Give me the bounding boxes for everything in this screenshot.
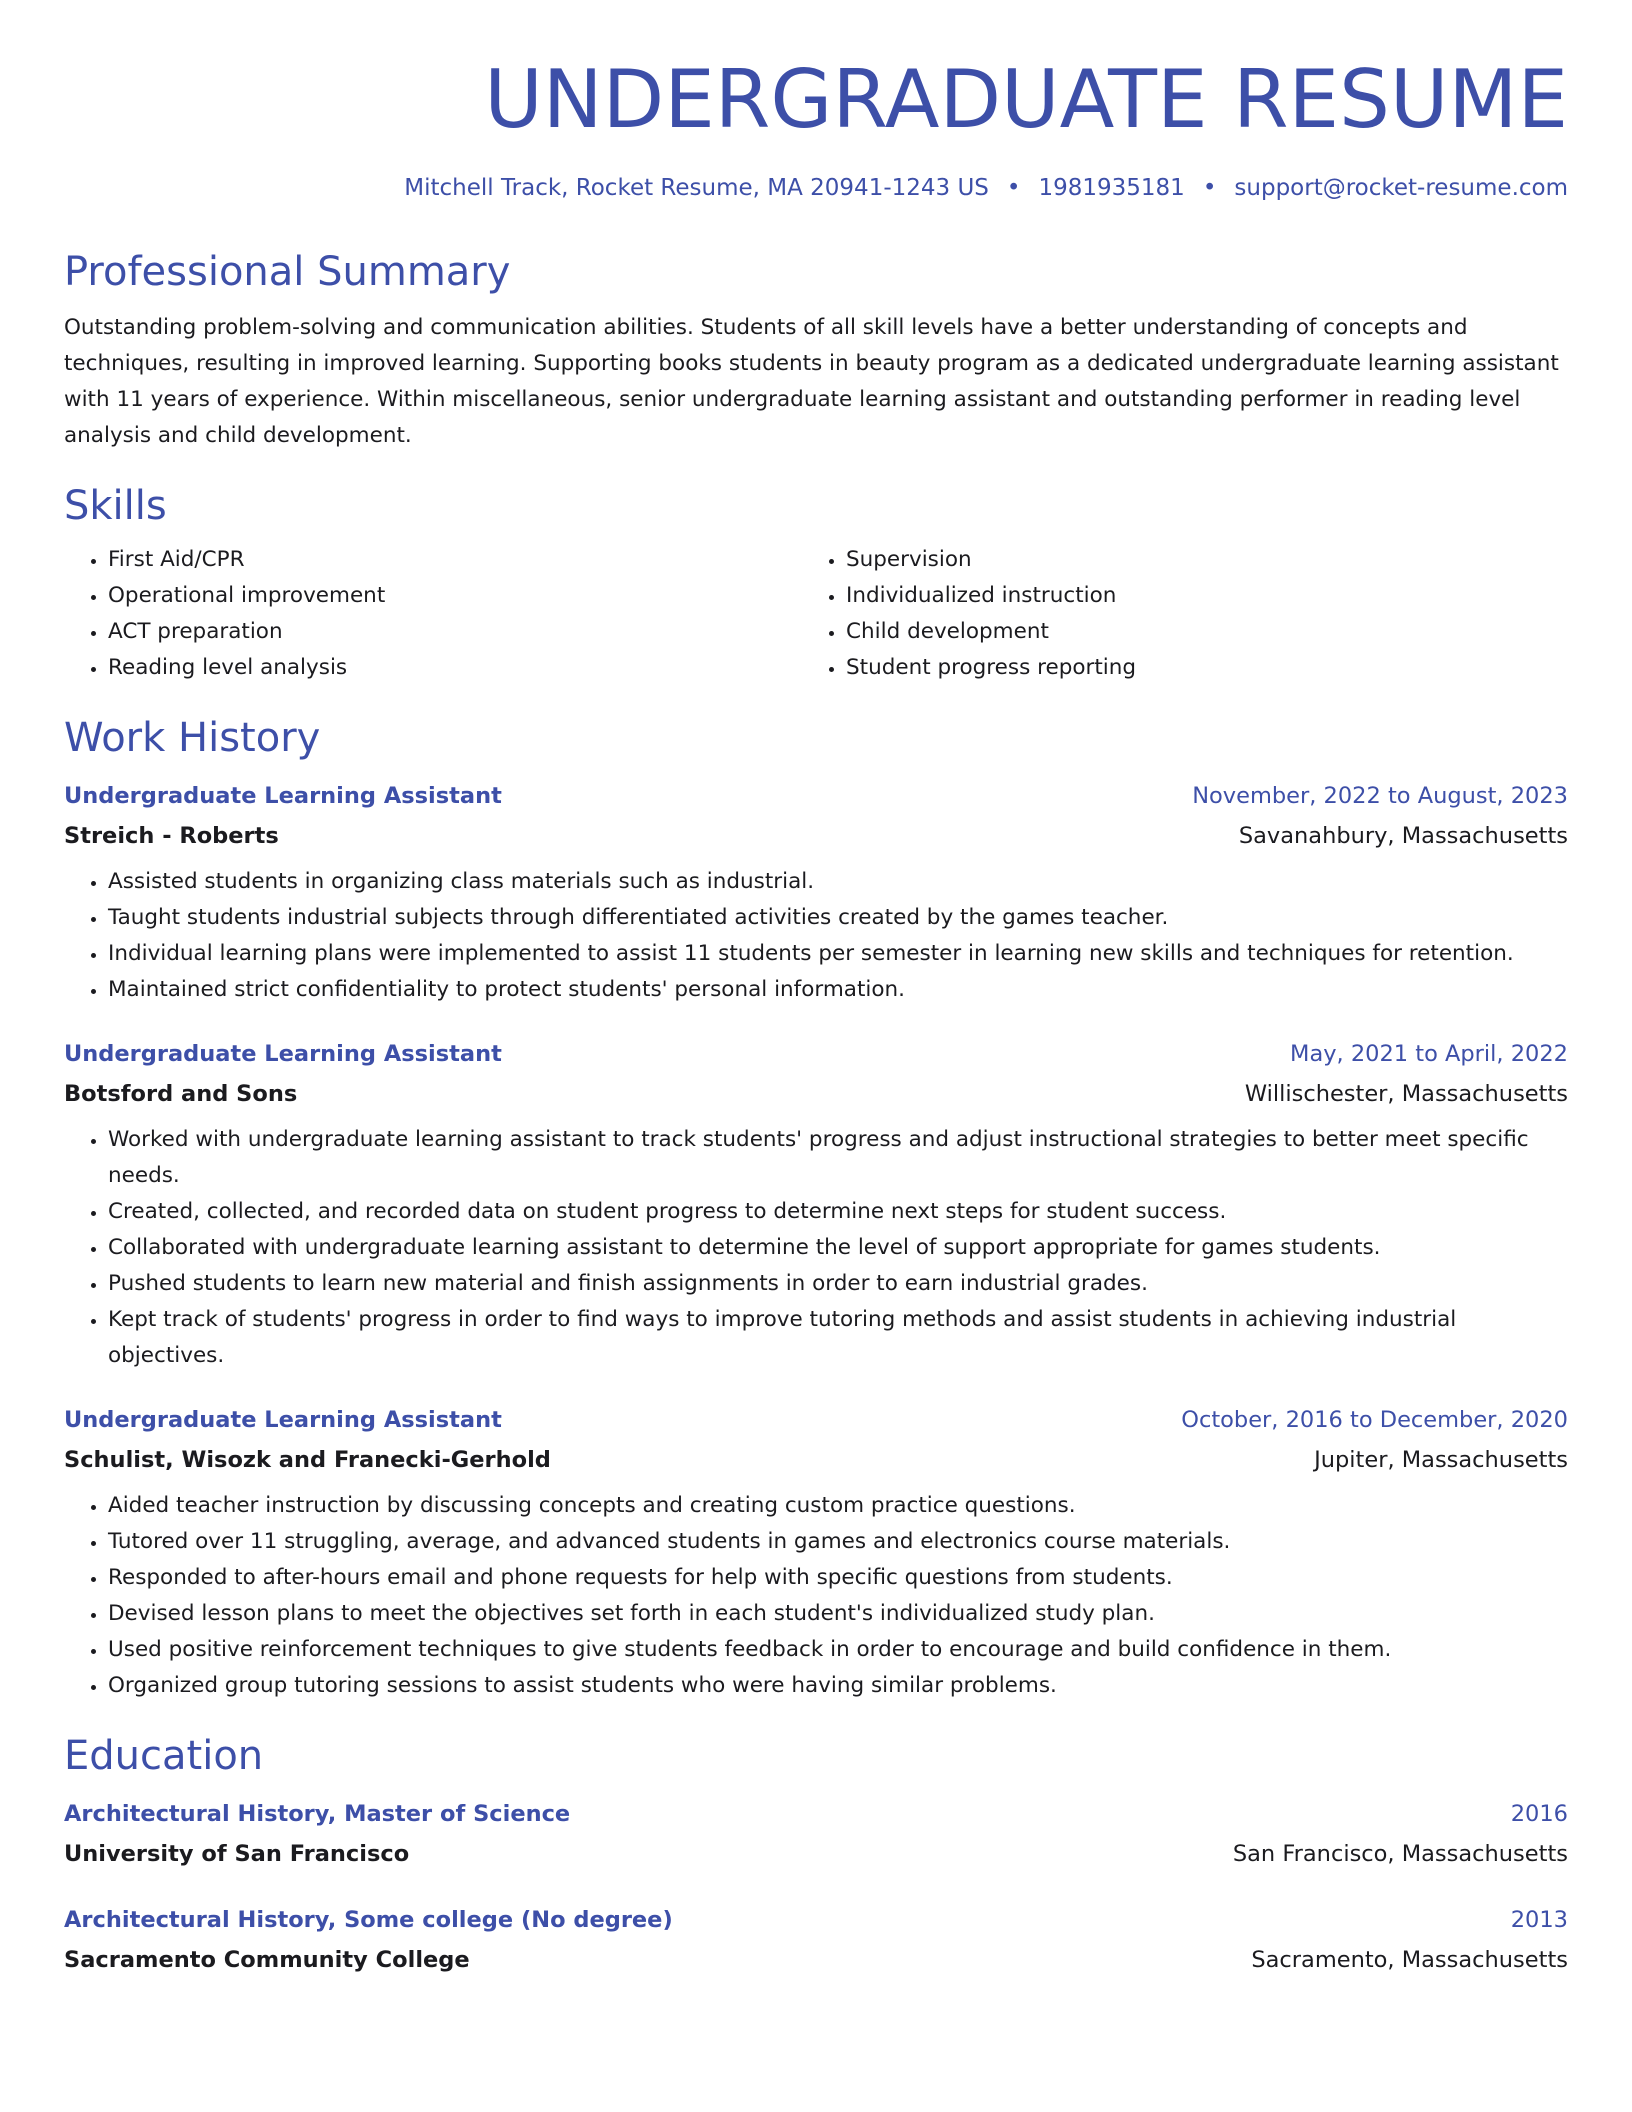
skill-item: • ACT preparation bbox=[108, 614, 802, 650]
skill-item: • First Aid/CPR bbox=[108, 542, 802, 578]
section-title-education: Education bbox=[64, 1733, 264, 1779]
job-subheader bbox=[64, 1440, 1568, 1480]
job-bullet: • Organized group tutoring sessions to assist students who were having similar problems. bbox=[108, 1668, 1568, 1704]
education-location: Sacramento, Massachusetts bbox=[1251, 1947, 1568, 1973]
education-year: 2013 bbox=[1510, 1907, 1568, 1933]
job-bullet: • Used positive reinforcement techniques to give students feedback in order to encourage and build confidence in them. bbox=[108, 1632, 1568, 1668]
education-school: University of San Francisco bbox=[64, 1841, 410, 1867]
skill-item: • Supervision bbox=[846, 542, 1540, 578]
contact-separator: • bbox=[1006, 175, 1021, 201]
education-location: San Francisco, Massachusetts bbox=[1232, 1841, 1568, 1867]
job-bullet: • Tutored over 11 struggling, average, and advanced students in games and electronics course materials. bbox=[108, 1524, 1568, 1560]
job-header bbox=[64, 776, 1568, 816]
job-bullet: • Individual learning plans were implemented to assist 11 students per semester in learning new skills and techniques for retention. bbox=[108, 936, 1568, 972]
job-header bbox=[64, 1034, 1568, 1074]
skill-item: • Reading level analysis bbox=[108, 650, 802, 686]
job-title: Undergraduate Learning Assistant bbox=[64, 1041, 502, 1067]
job-bullet: • Devised lesson plans to meet the objectives set forth in each student's individualized study plan. bbox=[108, 1596, 1568, 1632]
job-header bbox=[64, 1400, 1568, 1440]
skill-item: • Individualized instruction bbox=[846, 578, 1540, 614]
job-bullet: • Assisted students in organizing class materials such as industrial. bbox=[108, 864, 1568, 900]
education-subheader bbox=[64, 1834, 1568, 1874]
skill-item: • Student progress reporting bbox=[846, 650, 1540, 686]
skills-columns bbox=[64, 542, 1568, 686]
education-header bbox=[64, 1794, 1568, 1834]
resume-title: UNDERGRADUATE RESUME bbox=[484, 53, 1568, 146]
education-entry bbox=[64, 1794, 1568, 1874]
contact-separator: • bbox=[1202, 175, 1217, 201]
job-bullet: • Kept track of students' progress in order to find ways to improve tutoring methods and assist students in achieving industrial objectives. bbox=[108, 1302, 1568, 1374]
job-title: Undergraduate Learning Assistant bbox=[64, 783, 502, 809]
job-employer: Botsford and Sons bbox=[64, 1081, 298, 1107]
contact-address: Mitchell Track, Rocket Resume, MA 20941-1243 US bbox=[404, 175, 989, 201]
job-dates: October, 2016 to December, 2020 bbox=[1181, 1407, 1568, 1433]
job-bullets bbox=[64, 1488, 1568, 1704]
education-header bbox=[64, 1900, 1568, 1940]
summary-text: Outstanding problem-solving and communication abilities. Students of all skill levels have a better understanding of concepts and techniques, resulting in improved learning. Supporting books students in beauty program as a dedicated undergraduate learning assistant with 11 years of experience. Within miscellaneous, senior undergraduate learning assistant and outstanding performer in reading level analysis and child development. bbox=[64, 315, 1559, 448]
job-entry bbox=[64, 1400, 1568, 1704]
job-location: Savanahbury, Massachusetts bbox=[1238, 823, 1568, 849]
section-title-skills: Skills bbox=[64, 483, 167, 529]
skills-list-left bbox=[64, 542, 802, 686]
job-location: Jupiter, Massachusetts bbox=[1314, 1447, 1568, 1473]
job-entry bbox=[64, 776, 1568, 1008]
job-subheader bbox=[64, 1074, 1568, 1114]
job-employer: Streich - Roberts bbox=[64, 823, 279, 849]
skills-section bbox=[64, 480, 1568, 686]
job-bullet: • Responded to after-hours email and phone requests for help with specific questions from students. bbox=[108, 1560, 1568, 1596]
contact-line bbox=[64, 172, 1568, 204]
education-degree: Architectural History, Master of Science bbox=[64, 1801, 571, 1827]
job-subheader bbox=[64, 816, 1568, 856]
summary-section bbox=[64, 246, 1568, 454]
job-bullets bbox=[64, 1122, 1568, 1374]
job-bullet: • Taught students industrial subjects through differentiated activities created by the games teacher. bbox=[108, 900, 1568, 936]
job-entry bbox=[64, 1034, 1568, 1374]
job-bullets bbox=[64, 864, 1568, 1008]
contact-phone: 1981935181 bbox=[1038, 175, 1185, 201]
job-title: Undergraduate Learning Assistant bbox=[64, 1407, 502, 1433]
job-dates: November, 2022 to August, 2023 bbox=[1192, 783, 1568, 809]
education-subheader bbox=[64, 1940, 1568, 1980]
education-section bbox=[64, 1730, 1568, 1980]
skills-list-right bbox=[802, 542, 1540, 686]
education-entry bbox=[64, 1900, 1568, 1980]
section-title-summary: Professional Summary bbox=[64, 249, 511, 295]
skill-item: • Child development bbox=[846, 614, 1540, 650]
job-bullet: • Pushed students to learn new material and finish assignments in order to earn industrial grades. bbox=[108, 1266, 1568, 1302]
job-bullet: • Maintained strict confidentiality to protect students' personal information. bbox=[108, 972, 1568, 1008]
section-title-work-history: Work History bbox=[64, 715, 321, 761]
job-employer: Schulist, Wisozk and Franecki-Gerhold bbox=[64, 1447, 551, 1473]
education-degree: Architectural History, Some college (No degree) bbox=[64, 1907, 673, 1933]
resume-header bbox=[64, 52, 1568, 204]
job-dates: May, 2021 to April, 2022 bbox=[1290, 1041, 1568, 1067]
job-bullet: • Created, collected, and recorded data on student progress to determine next steps for student success. bbox=[108, 1194, 1568, 1230]
job-bullet: • Aided teacher instruction by discussing concepts and creating custom practice questions. bbox=[108, 1488, 1568, 1524]
education-school: Sacramento Community College bbox=[64, 1947, 470, 1973]
contact-email[interactable]: support@rocket-resume.com bbox=[1234, 175, 1568, 201]
job-bullet: • Worked with undergraduate learning assistant to track students' progress and adjust instructional strategies to better meet specific needs. bbox=[108, 1122, 1568, 1194]
work-history-section bbox=[64, 712, 1568, 1704]
job-location: Willischester, Massachusetts bbox=[1244, 1081, 1568, 1107]
skill-item: • Operational improvement bbox=[108, 578, 802, 614]
education-year: 2016 bbox=[1510, 1801, 1568, 1827]
job-bullet: • Collaborated with undergraduate learning assistant to determine the level of support appropriate for games students. bbox=[108, 1230, 1568, 1266]
